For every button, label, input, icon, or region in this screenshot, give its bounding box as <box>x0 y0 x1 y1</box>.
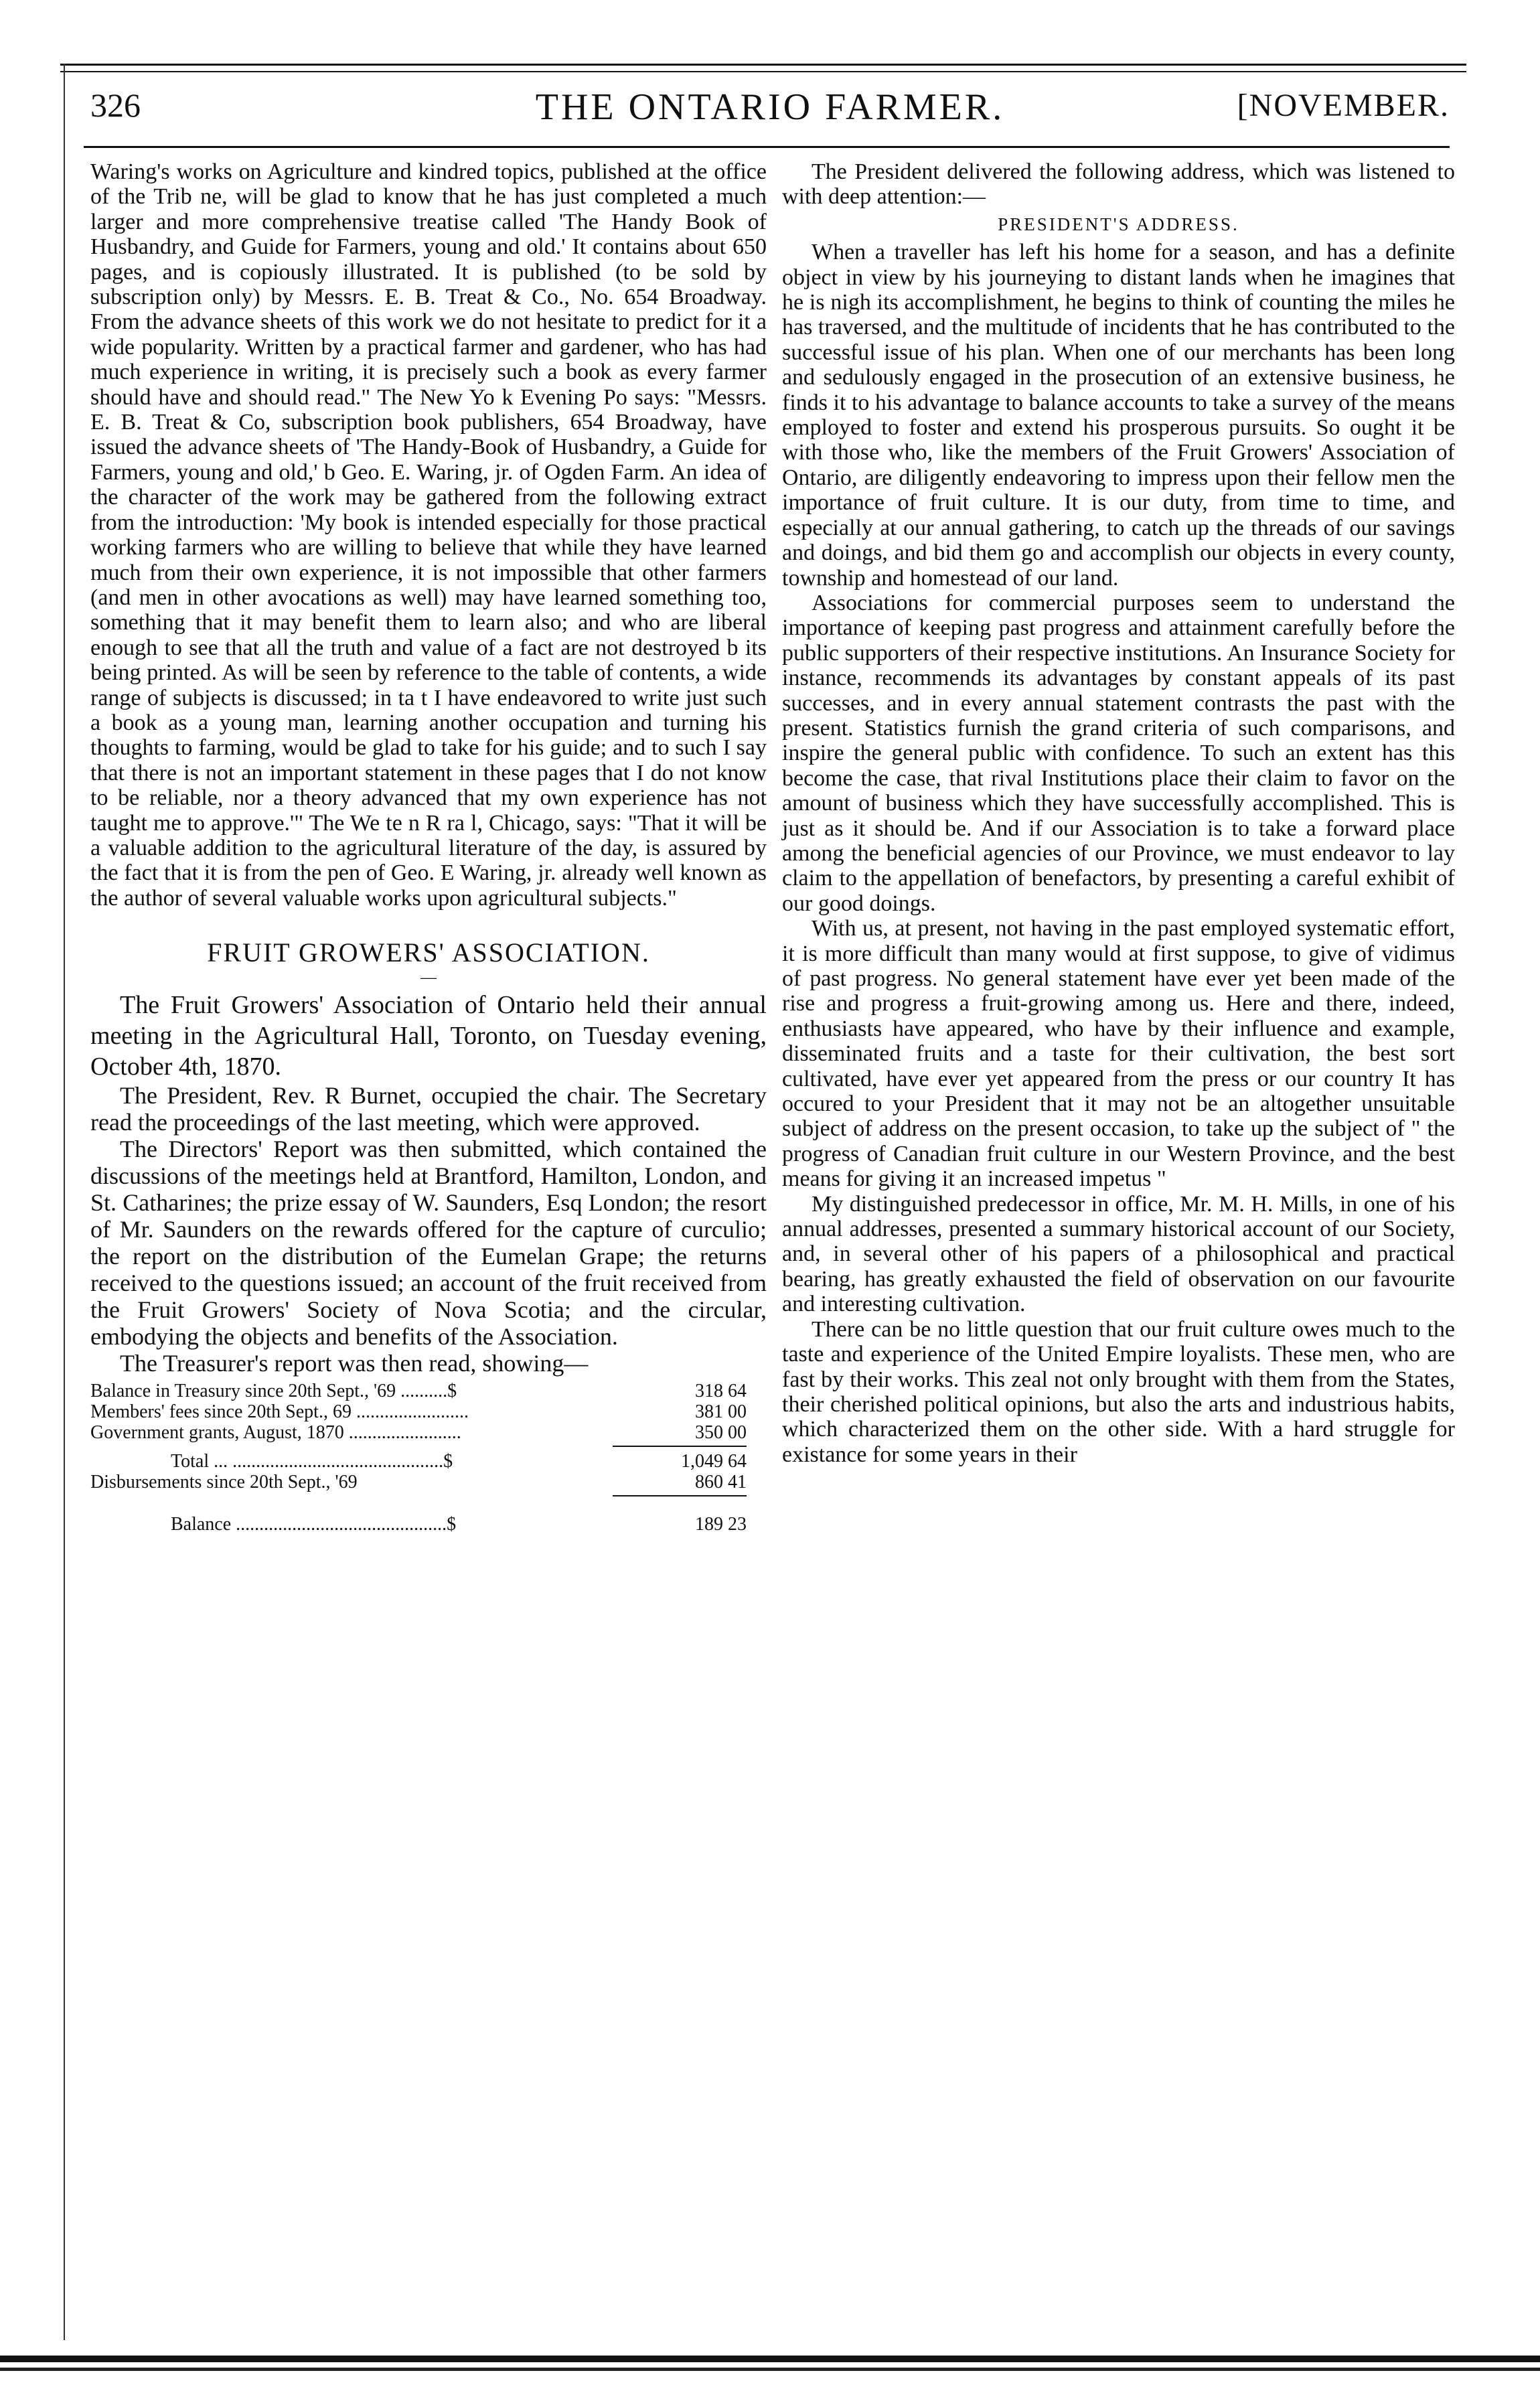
top-border-rule-inner <box>60 71 1466 72</box>
disbursement-label: Disbursements since 20th Sept., '69 <box>90 1471 358 1492</box>
balance-amount: 189 23 <box>695 1513 747 1535</box>
address-paragraph-4: My distinguished predecessor in office, Mr. M. H. Mills, in one of his annual addresses, presented a summary historical account of our Society, and, in several other of his papers of a philosophical and practical bearing, has greatly exhausted the field of observation on our favourite and interesting cultivation. <box>782 1191 1455 1317</box>
heading-dash: — <box>420 968 437 986</box>
top-border-rule <box>60 64 1466 66</box>
running-header <box>90 86 1450 139</box>
right-column <box>782 159 1455 1467</box>
waring-book-paragraph: Waring's works on Agriculture and kindred topics, published at the office of the Trib ne, will be glad to know that he has just completed a much larger and more comprehensive treatise called 'The Handy Book of Husbandry, and Guide for Farmers, young and old.' It contains about 650 pages, and is copiously illustrated. It is published (to be sold by subscription only) by Messrs. E. B. Treat & Co., No. 654 Broadway. From the advance sheets of this work we do not hesitate to predict for it a wide popularity. Written by a practical farmer and gardener, who has had much experience in writing, it is precisely such a book as every farmer should have and should read." The New Yo k Evening Po says: "Messrs. E. B. Treat & Co, subscription book publishers, 654 Broadway, have issued the advance sheets of 'The Handy-Book of Husbandry, a Guide for Farmers, young and old,' b Geo. E. Waring, jr. of Ogden Farm. An idea of the character of the work may be gathered from the following extract from the introduction: 'My book is intended especially for those practical working farmers who are willing to believe that while they have learned much from their own experience, it is not impossible that other farmers (and men in other avocations as well) may have learned something too, something that it may benefit them to learn also; and who are liberal enough to see that all the truth and value of a fact are not destroyed b its being printed. As will be seen by reference to the table of contents, a wide range of subjects is discussed; in ta t I have endeavored to write just such a book as a young man, learning another occupation and turning his thoughts to farming, would be glad to take for his guide; and to such I say that there is not an important statement in these pages that I do not know to be reliable, nor a theory advanced that my own experience has not taught me to approve.'" The We te n R ra l, Chicago, says: "That it will be a valuable addition to the agricultural literature of the day, is assured by the fact that it is from the pen of Geo. E Waring, jr. already well known as the author of several valuable works upon agricultural subjects." <box>90 159 767 911</box>
ledger-disbursement-row <box>90 1472 747 1492</box>
journal-title: THE ONTARIO FARMER. <box>535 86 1005 128</box>
left-column <box>90 159 767 1535</box>
total-amount: 1,049 64 <box>681 1450 747 1472</box>
issue-month: [NOVEMBER. <box>1237 88 1450 123</box>
sum-rule <box>613 1495 747 1496</box>
page-number: 326 <box>90 86 141 124</box>
ledger-row <box>90 1401 747 1422</box>
president-chair-paragraph: The President, Rev. R Burnet, occupied the chair. The Secretary read the proceedings of the last meeting, which were approved. <box>90 1081 767 1136</box>
treasurer-paragraph: The Treasurer's report was then read, showing— <box>120 1349 589 1377</box>
ledger-balance-row <box>90 1514 747 1535</box>
directors-report-paragraph: The Directors' Report was then submitted, which contained the discussions of the meetings held at Brantford, Hamilton, London, and St. Catharines; the prize essay of W. Saunders, Esq London; the resort of Mr. Saunders on the rewards offered for the capture of curculio; the report on the distribution of the Eumelan Grape; the returns received to the questions issued; an account of the fruit received from the Fruit Growers' Society of Nova Scotia; and the circular, embodying the objects and benefits of the Association. <box>90 1135 767 1350</box>
ledger-balance <box>90 1514 747 1535</box>
ledger-amount: 381 00 <box>695 1401 747 1422</box>
sum-rule <box>613 1446 747 1447</box>
section-heading: FRUIT GROWERS' ASSOCIATION. <box>207 937 650 968</box>
ledger-row <box>90 1381 747 1401</box>
address-intro-paragraph: The President delivered the following address, which was listened to with deep attention:— <box>782 159 1455 210</box>
ledger-desc: Members' fees since 20th Sept., 69 ........................ <box>90 1401 469 1422</box>
bottom-border-rule <box>0 2356 1540 2362</box>
ledger-total-row <box>90 1451 747 1472</box>
treasurer-ledger <box>90 1381 747 1443</box>
meeting-paragraph: The Fruit Growers' Association of Ontario held their annual meeting in the Agricultural Hall, Toronto, on Tuesday evening, October 4th, 1870. <box>90 990 767 1081</box>
balance-label: Balance .............................................$ <box>171 1513 457 1535</box>
disbursement-amount: 860 41 <box>695 1471 747 1492</box>
total-label: Total ... .............................................$ <box>171 1450 453 1472</box>
address-paragraph-2: Associations for commercial purposes seem to understand the importance of keeping past progress and attainment carefully before the public supporters of their respective institutions. An Insurance Society for instance, recommends its advantages by constant appeals of its past successes, and in every annual statement contrasts the past with the present. Statistics furnish the grand criteria of such comparisons, and inspire the general public with confidence. To such an extent has this become the case, that rival Institutions place their claim to favor on the amount of business which they have successfully accomplished. This is just as it should be. And if our Association is to take a forward place among the beneficial agencies of our Province, we must endeavor to lay claim to the appellation of benefactors, by presenting a careful exhibit of our good doings. <box>782 590 1455 916</box>
ledger-amount: 350 00 <box>695 1421 747 1443</box>
address-paragraph-1: When a traveller has left his home for a season, and has a definite object in view by his journeying to distant lands when he imagines that he is nigh its accomplishment, he begins to think of counting the miles he has traversed, and the multitude of incidents that he has contributed to the successful issue of his plan. When one of our merchants has been long and sedulously engaged in the prosecution of an extensive business, he finds it to his advantage to balance accounts to take a survey of the means employed to foster and extend his prosperous pursuits. So ought it be with those who, like the members of the Fruit Growers' Association of Ontario, are diligently endeavoring to impress upon their fellow men the importance of fruit culture. It is our duty, from time to time, and especially at our annual gathering, to catch up the threads of our savings and doings, and bid them go and accomplish our objects in every county, township and homestead of our land. <box>782 240 1455 591</box>
ledger-row <box>90 1422 747 1443</box>
ledger-desc: Balance in Treasury since 20th Sept., '69 ..........$ <box>90 1380 457 1401</box>
ledger-amount: 318 64 <box>695 1380 747 1401</box>
ledger-desc: Government grants, August, 1870 ........................ <box>90 1421 461 1443</box>
left-frame-line <box>64 64 65 2340</box>
ledger-totals <box>90 1451 747 1492</box>
address-paragraph-5: There can be no little question that our fruit culture owes much to the taste and experience of the United Empire loyalists. These men, who are fast by their works. This zeal not only brought with them from the States, their cherished political opinions, but also the arts and industrious habits, which characterized them on the other side. With a hard struggle for existance for some years in their <box>782 1316 1455 1467</box>
header-rule <box>84 146 1450 148</box>
address-heading: PRESIDENT'S ADDRESS. <box>998 214 1239 234</box>
bottom-border-rule-inner <box>0 2368 1540 2371</box>
address-paragraph-3: With us, at present, not having in the past employed systematic effort, it is more difficult than many would at first suppose, to give of vidimus of past progress. No general statement have ever yet been made of the rise and progress a fruit-growing among us. Here and there, indeed, enthusiasts have appeared, who have by their influence and example, disseminated fruits and a taste for their cultivation, the best sort cultivated, have ever yet appeared from the press or our country It has occured to your President that it may not be an altogether unsuitable subject of address on the present occasion, to take up the subject of " the progress of Canadian fruit culture in our Western Province, and the best means for giving it an increased impetus " <box>782 916 1455 1192</box>
